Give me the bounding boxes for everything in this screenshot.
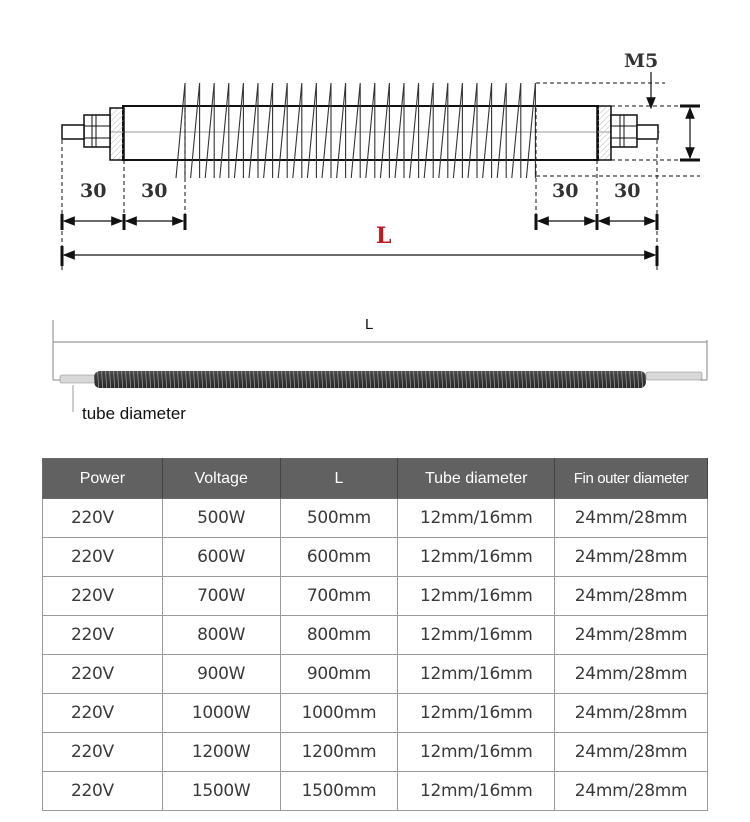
cell-voltage: 1000W bbox=[162, 694, 280, 733]
cell-fin-outer-diameter: 24mm/28mm bbox=[555, 694, 708, 733]
cell-power: 220V bbox=[43, 772, 163, 811]
cell-tube-diameter: 12mm/16mm bbox=[398, 538, 555, 577]
spec-table bbox=[42, 458, 708, 811]
length-label: L bbox=[376, 223, 392, 249]
header-length: L bbox=[280, 459, 398, 499]
table-row bbox=[43, 499, 708, 538]
segment-label-2: 30 bbox=[141, 180, 168, 202]
cell-voltage: 900W bbox=[162, 655, 280, 694]
cell-voltage: 1200W bbox=[162, 733, 280, 772]
cell-power: 220V bbox=[43, 733, 163, 772]
cell-power: 220V bbox=[43, 616, 163, 655]
thread-label: M5 bbox=[624, 50, 659, 72]
cell-length: 1500mm bbox=[280, 772, 398, 811]
header-power: Power bbox=[43, 459, 163, 499]
cell-voltage: 700W bbox=[162, 577, 280, 616]
cell-power: 220V bbox=[43, 577, 163, 616]
heater-photo bbox=[53, 320, 707, 412]
table-row bbox=[43, 655, 708, 694]
segment-label-4: 30 bbox=[614, 180, 641, 202]
cell-power: 220V bbox=[43, 655, 163, 694]
cell-voltage: 800W bbox=[162, 616, 280, 655]
cell-length: 600mm bbox=[280, 538, 398, 577]
cell-voltage: 500W bbox=[162, 499, 280, 538]
table-row bbox=[43, 616, 708, 655]
cell-tube-diameter: 12mm/16mm bbox=[398, 577, 555, 616]
header-voltage: Voltage bbox=[162, 459, 280, 499]
table-header-row bbox=[43, 459, 708, 499]
header-fin-outer-diameter: Fin outer diameter bbox=[555, 459, 708, 499]
cell-fin-outer-diameter: 24mm/28mm bbox=[555, 772, 708, 811]
table-row bbox=[43, 772, 708, 811]
cell-fin-outer-diameter: 24mm/28mm bbox=[555, 655, 708, 694]
cell-length: 900mm bbox=[280, 655, 398, 694]
segment-label-3: 30 bbox=[552, 180, 579, 202]
cell-fin-outer-diameter: 24mm/28mm bbox=[555, 538, 708, 577]
cell-power: 220V bbox=[43, 499, 163, 538]
cell-power: 220V bbox=[43, 694, 163, 733]
cell-fin-outer-diameter: 24mm/28mm bbox=[555, 577, 708, 616]
table-row bbox=[43, 694, 708, 733]
cell-tube-diameter: 12mm/16mm bbox=[398, 772, 555, 811]
cell-fin-outer-diameter: 24mm/28mm bbox=[555, 616, 708, 655]
tube-diameter-label: tube diameter bbox=[82, 404, 186, 423]
photo-length-label: L bbox=[365, 316, 374, 333]
table-row bbox=[43, 577, 708, 616]
cell-length: 1200mm bbox=[280, 733, 398, 772]
cell-tube-diameter: 12mm/16mm bbox=[398, 694, 555, 733]
cell-tube-diameter: 12mm/16mm bbox=[398, 733, 555, 772]
cell-tube-diameter: 12mm/16mm bbox=[398, 499, 555, 538]
header-tube-diameter: Tube diameter bbox=[398, 459, 555, 499]
cell-tube-diameter: 12mm/16mm bbox=[398, 655, 555, 694]
cell-fin-outer-diameter: 24mm/28mm bbox=[555, 733, 708, 772]
cell-length: 1000mm bbox=[280, 694, 398, 733]
cell-length: 800mm bbox=[280, 616, 398, 655]
cell-length: 700mm bbox=[280, 577, 398, 616]
cell-voltage: 600W bbox=[162, 538, 280, 577]
cell-tube-diameter: 12mm/16mm bbox=[398, 616, 555, 655]
table-row bbox=[43, 538, 708, 577]
table-row bbox=[43, 733, 708, 772]
cell-fin-outer-diameter: 24mm/28mm bbox=[555, 499, 708, 538]
cell-voltage: 1500W bbox=[162, 772, 280, 811]
cell-length: 500mm bbox=[280, 499, 398, 538]
segment-label-1: 30 bbox=[80, 180, 107, 202]
cell-power: 220V bbox=[43, 538, 163, 577]
